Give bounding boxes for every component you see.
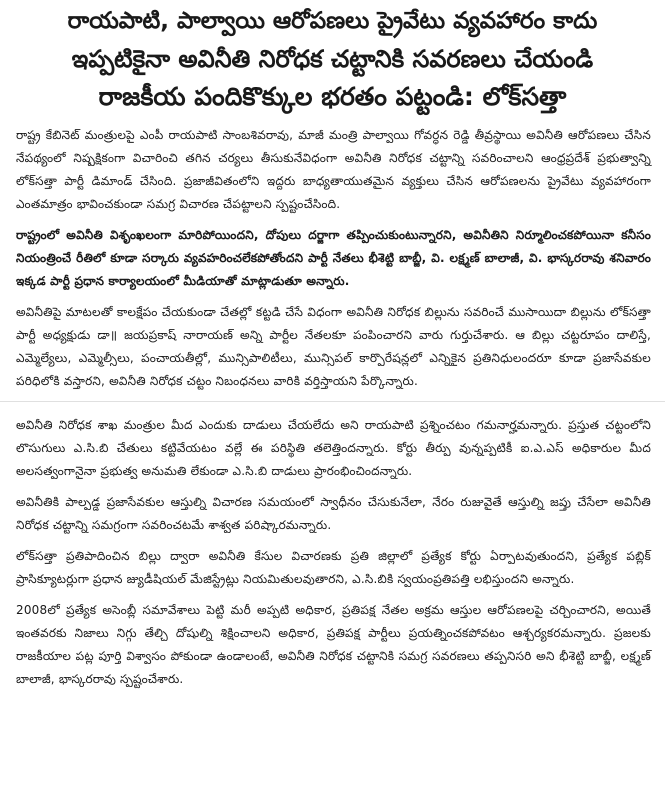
section-divider [0, 401, 665, 402]
article-body [0, 116, 665, 691]
headline-tertiary: రాజకీయ పందికొక్కుల భరతం పట్టండి: లోక్‌సత్తా [98, 82, 567, 111]
article-paragraph: అవినీతికి పాల్పడ్డ ప్రజాసేవకుల ఆస్తుల్ని విచారణ సమయంలో స్వాధీనం చేసుకునేలా, నేరం రుజువైతే ఆస్తుల్ని జప్తు చేసేలా అవినీతి నిరోధక చట్టాన్ని సమగ్రంగా సవరించటమే శాశ్వత పరిష్కారమన్నారు. [16, 495, 651, 532]
article-paragraph: అవినీతిపై మాటలతో కాలక్షేపం చేయకుండా చేతల్లో కట్టడి చేసే విధంగా అవినీతి నిరోధక బిల్లును సవరించే ముసాయిదా బిల్లును లోక్‌సత్తా పార్టీ అధ్యక్షుడు డా॥ జయప్రకాష్ నారాయణ్ అన్ని పార్టీల నేతలకూ పంపించారని వారు గుర్తుచేశారు. ఆ బిల్లు చట్టరూపం దాలిస్తే, ఎమ్మెల్యేలు, ఎమ్మెల్సీలు, పంచాయతీల్లో, మున్సిపాలిటీలు, మున్సిపల్ కార్పొరేషన్లలో ఎన్నికైన ప్రతినిధులందరూ కూడా ప్రజాసేవకుల పరిధిలోకి వస్తారని, అవినీతి నిరోధక చట్టం నిబంధనలు వారికి వర్తిస్తాయని పేర్కొన్నారు. [16, 305, 651, 388]
headline-primary: రాయపాటి, పాల్వాయి ఆరోపణలు ప్రైవేటు వ్యవహారం కాదు [67, 8, 598, 34]
article-paragraph: రాష్ట్రంలో అవినీతి విశృంఖలంగా మారిపోయిందని, దోపులు దర్జాగా తప్పించుకుంటున్నారని, అవినీతిని నిర్మూలించకపోయినా కనీసం నియంత్రించే రీతిలో కూడా సర్కారు వ్యవహరించలేకపోతోందని పార్టీ నేతలు భీశెట్టి బాబ్జీ, వి. లక్ష్మణ్ బాలాజీ, వి. భాస్కరరావు శనివారం ఇక్కడ పార్టీ ప్రధాన కార్యాలయంలో మీడియాతో మాట్లాడుతూ అన్నారు. [16, 228, 651, 288]
article-paragraph: రాష్ట్ర కేబినెట్ మంత్రులపై ఎంపీ రాయపాటి సాంబశివరావు, మాజీ మంత్రి పాల్వాయి గోవర్ధన రెడ్డి తీవ్రస్థాయి అవినీతి ఆరోపణలు చేసిన నేపథ్యంలో నిష్పక్షికంగా విచారించి తగిన చర్యలు తీసుకునేవిధంగా అవినీతి నిరోధక చట్టాన్ని సవరించాలని ఆంధ్రప్రదేశ్ ప్రభుత్వాన్ని లోక్‌సత్తా పార్టీ డిమాండ్ చేసింది. ప్రజాజీవితంలోని ఇద్దరు బాధ్యతాయుతమైన వ్యక్తులు చేసిన ఆరోపణలను ప్రైవేటు వ్యవహారంగా ఎంతమాత్రం భావించకుండా సమగ్ర విచారణ చేపట్టాలని స్పష్టంచేసింది. [16, 128, 651, 211]
article-paragraph: అవినీతి నిరోధక శాఖ మంత్రుల మీద ఎందుకు దాడులు చేయలేదు అని రాయపాటి ప్రశ్నించటం గమనార్హమన్నారు. ప్రస్తుత చట్టంలోని లొసుగులు ఎ.సి.బి చేతులు కట్టివేయటం వల్లే ఈ పరిస్థితి తలెత్తిందన్నారు. కోర్టు తీర్పు వున్నప్పటికీ ఐ.ఎ.ఎస్ అధికారుల మీద అలసత్వంగానైనా ప్రభుత్వ అనుమతి లేకుండా ఎ.సి.బి దాడులు ప్రారంభించిందన్నారు. [16, 418, 651, 478]
headline-secondary: ఇప్పటికైనా అవినీతి నిరోధక చట్టానికి సవరణలు చేయండి [71, 45, 594, 73]
article-paragraph: 2008లో ప్రత్యేక అసెంబ్లీ సమావేశాలు పెట్టి మరీ అప్పటి అధికార, ప్రతిపక్ష నేతల అక్రమ ఆస్తుల ఆరోపణలపై చర్చించారని, అయితే ఇంతవరకు నిజాలు నిగ్గు తేల్చి దోషుల్ని శిక్షించాలని అధికార, ప్రతిపక్ష పార్టీలు ప్రయత్నించకపోవటం ఆశ్చర్యకరమన్నారు. ప్రజలకు రాజకీయాల పట్ల పూర్తి విశ్వాసం పోకుండా ఉండాలంటే, అవినీతి నిరోధక చట్టానికి సమగ్ర సవరణలు తప్పనిసరి అని భీశెట్టి బాబ్జీ, లక్ష్మణ్ బాలాజీ, భాస్కరరావు స్పష్టంచేశారు. [16, 603, 651, 686]
article-paragraph: లోక్‌సత్తా ప్రతిపాదించిన బిల్లు ద్వారా అవినీతి కేసుల విచారణకు ప్రతి జిల్లాలో ప్రత్యేక కోర్టు ఏర్పాటవుతుందని, ప్రత్యేక పబ్లిక్ ప్రాసిక్యూటర్లుగా ప్రధాన జ్యుడీషియల్ మేజిస్ట్రేట్లు నియమితులవుతారని, ఎ.సి.బికి స్వయంప్రతిపత్తి లభిస్తుందని అన్నారు. [16, 549, 651, 586]
headline-block [0, 0, 665, 116]
